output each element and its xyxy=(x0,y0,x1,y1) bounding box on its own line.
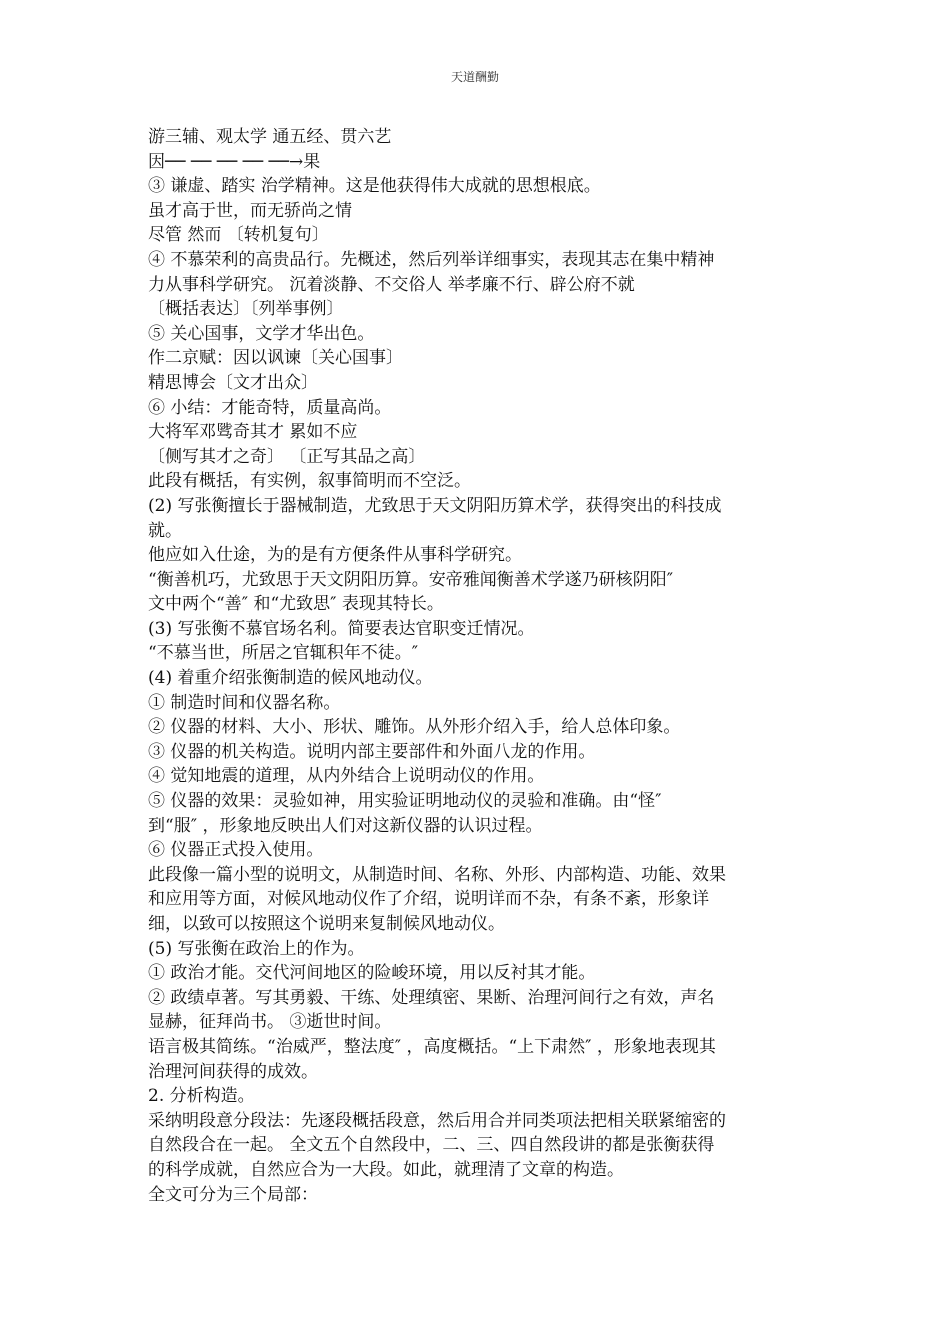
text-line: 因── ── ── ── ──→果 xyxy=(148,151,321,172)
text-line: ② 仪器的材料、大小、形状、雕饰。从外形介绍入手，给人总体印象。 xyxy=(148,717,681,738)
text-line: 治理河间获得的成效。 xyxy=(148,1061,318,1082)
text-line: (2) 写张衡擅长于器械制造，尤致思于天文阴阳历算术学，获得突出的科技成 xyxy=(148,495,722,516)
text-line: ④ 觉知地震的道理，从内外结合上说明动仪的作用。 xyxy=(148,766,545,787)
text-line: ② 政绩卓著。写其勇毅、干练、处理缜密、果断、治理河间行之有效，声名 xyxy=(148,987,715,1008)
text-line: 〔概括表达〕〔列举事例〕 xyxy=(148,299,344,320)
text-line: 他应如入仕途，为的是有方便条件从事科学研究。 xyxy=(148,545,522,566)
text-line: ① 制造时间和仪器名称。 xyxy=(148,692,341,713)
text-line: 此段像一篇小型的说明文，从制造时间、名称、外形、内部构造、功能、效果 xyxy=(148,864,726,885)
text-line: 就。 xyxy=(148,520,182,541)
text-line: 文中两个“善″ 和“尤致思″ 表现其特长。 xyxy=(148,594,444,615)
text-line: (5) 写张衡在政治上的作为。 xyxy=(148,938,365,959)
text-line: 的科学成就，自然应合为一大段。如此，就理清了文章的构造。 xyxy=(148,1159,624,1180)
text-line: ③ 仪器的机关构造。说明内部主要部件和外面八龙的作用。 xyxy=(148,741,596,762)
text-line: 〔侧写其才之奇〕 〔正写其品之高〕 xyxy=(148,446,426,467)
text-line: ⑤ 仪器的效果：灵验如神，用实验证明地动仪的灵验和准确。由“怪″ xyxy=(148,791,662,812)
document-body xyxy=(148,125,808,1207)
text-line: 采纳明段意分段法：先逐段概括段意，然后用合并同类项法把相关联紧缩密的 xyxy=(148,1110,726,1131)
text-line: 虽才高于世，而无骄尚之情 xyxy=(148,200,352,221)
text-line: 大将军邓骘奇其才 累如不应 xyxy=(148,422,358,443)
page-header: 天道酬勤 xyxy=(450,70,499,84)
text-line: “衡善机巧，尤致思于天文阴阳历算。安帝雅闻衡善术学遂乃研核阴阳″ xyxy=(148,569,674,590)
text-line: “不慕当世，所居之官辄积年不徒。″ xyxy=(148,643,419,664)
text-line: 作二京赋：因以讽谏〔关心国事〕 xyxy=(148,348,403,369)
text-line: 全文可分为三个局部： xyxy=(148,1184,318,1205)
text-line: 此段有概括，有实例，叙事简明而不空泛。 xyxy=(148,471,471,492)
text-line: (3) 写张衡不慕官场名利。简要表达官职变迁情况。 xyxy=(148,618,535,639)
text-line: 语言极其简练。“治威严，整法度″ ，高度概括。“上下肃然″ ，形象地表现其 xyxy=(148,1036,716,1057)
text-line: 到“服″ ，形象地反映出人们对这新仪器的认识过程。 xyxy=(148,815,543,836)
text-line: (4) 着重介绍张衡制造的候风地动仪。 xyxy=(148,668,433,689)
text-line: 自然段合在一起。 全文五个自然段中，二、三、四自然段讲的都是张衡获得 xyxy=(148,1135,715,1156)
text-line: 和应用等方面，对候风地动仪作了介绍，说明详而不杂，有条不紊，形象详 xyxy=(148,889,709,910)
text-line: 力从事科学研究。 沉着淡静、不交俗人 举孝廉不行、辟公府不就 xyxy=(148,274,635,295)
text-line: 细，以致可以按照这个说明来复制候风地动仪。 xyxy=(148,914,505,934)
text-line: 精思博会〔文才出众〕 xyxy=(148,372,318,393)
text-line: ⑥ 小结：才能奇特，质量高尚。 xyxy=(148,397,392,418)
text-line: ④ 不慕荣利的高贵品行。先概述，然后列举详细事实，表现其志在集中精神 xyxy=(148,249,715,270)
text-line: ③ 谦虚、踏实 治学精神。这是他获得伟大成就的思想根底。 xyxy=(148,176,601,197)
text-line: 尽管 然而 〔转机复句〕 xyxy=(148,225,329,246)
text-line: ⑥ 仪器正式投入使用。 xyxy=(148,840,324,861)
text-line: 显赫，征拜尚书。 ③逝世时间。 xyxy=(148,1012,392,1033)
text-line: 2. 分析构造。 xyxy=(148,1086,255,1107)
text-line: 游三辅、观太学 通五经、贯六艺 xyxy=(148,127,392,147)
text-line: ⑤ 关心国事，文学才华出色。 xyxy=(148,323,375,344)
text-line: ① 政治才能。交代河间地区的险峻环境，用以反衬其才能。 xyxy=(148,963,596,984)
